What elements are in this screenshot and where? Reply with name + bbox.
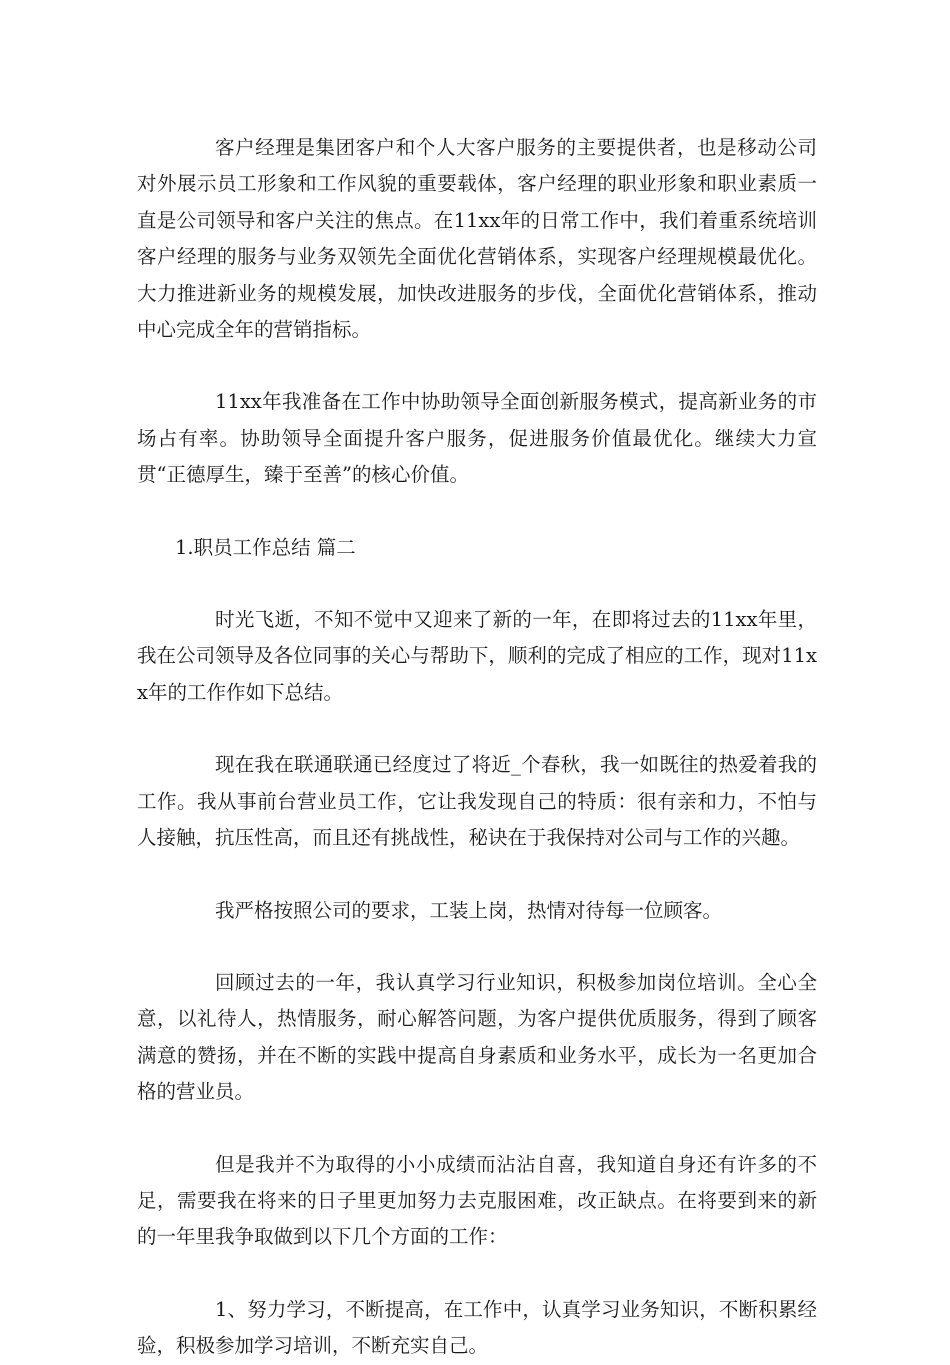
paragraph-unicom-work: 现在我在联通联通已经度过了将近_个春秋，我一如既往的热爱着我的工作。我从事前台营业员工作，它让我发现自己的特质：很有亲和力，不怕与人接触，抗压性高，而且还有挑战性，秘诀在于我保持对公司与工作的兴趣。 (137, 753, 817, 850)
paragraph-strict-requirements: 我严格按照公司的要求，工装上岗，热情对待每一位顾客。 (215, 898, 723, 922)
paragraph-review-year: 回顾过去的一年，我认真学习行业知识，积极参加岗位培训。全心全意，以礼待人，热情服务，耐心解答问题，为客户提供优质服务，得到了顾客满意的赞扬，并在不断的实践中提高自身素质和业务水平，成长为一名更加合格的营业员。 (137, 970, 817, 1104)
section-heading: 1.职员工作总结 篇二 (175, 535, 356, 559)
paragraph-next-year-plan: 11xx年我准备在工作中协助领导全面创新服务模式，提高新业务的市场占有率。协助领导全面提升客户服务，促进服务价值最优化。继续大力宣贯“正德厚生，臻于至善”的核心价值。 (137, 390, 817, 487)
paragraph-customer-manager-intro: 客户经理是集团客户和个人大客户服务的主要提供者，也是移动公司对外展示员工形象和工作风貌的重要载体，客户经理的职业形象和职业素质一直是公司领导和客户关注的焦点。在11xx年的日常工作中，我们着重系统培训客户经理的服务与业务双领先全面优化营销体系，实现客户经理规模最优化。大力推进新业务的规模发展，加快改进服务的步伐，全面优化营销体系，推动中心完成全年的营销指标。 (137, 136, 817, 342)
paragraph-shortcomings: 但是我并不为取得的小小成绩而沾沾自喜，我知道自身还有许多的不足，需要我在将来的日子里更加努力去克服困难，改正缺点。在将要到来的新的一年里我争取做到以下几个方面的工作： (137, 1152, 817, 1249)
document-body (137, 130, 817, 1365)
paragraph-goal-1: 1、努力学习，不断提高，在工作中，认真学习业务知识，不断积累经验，积极参加学习培训，不断充实自己。 (137, 1297, 817, 1358)
paragraph-time-flies: 时光飞逝，不知不觉中又迎来了新的一年，在即将过去的11xx年里，我在公司领导及各位同事的关心与帮助下，顺利的完成了相应的工作，现对11xx年的工作作如下总结。 (137, 608, 817, 704)
